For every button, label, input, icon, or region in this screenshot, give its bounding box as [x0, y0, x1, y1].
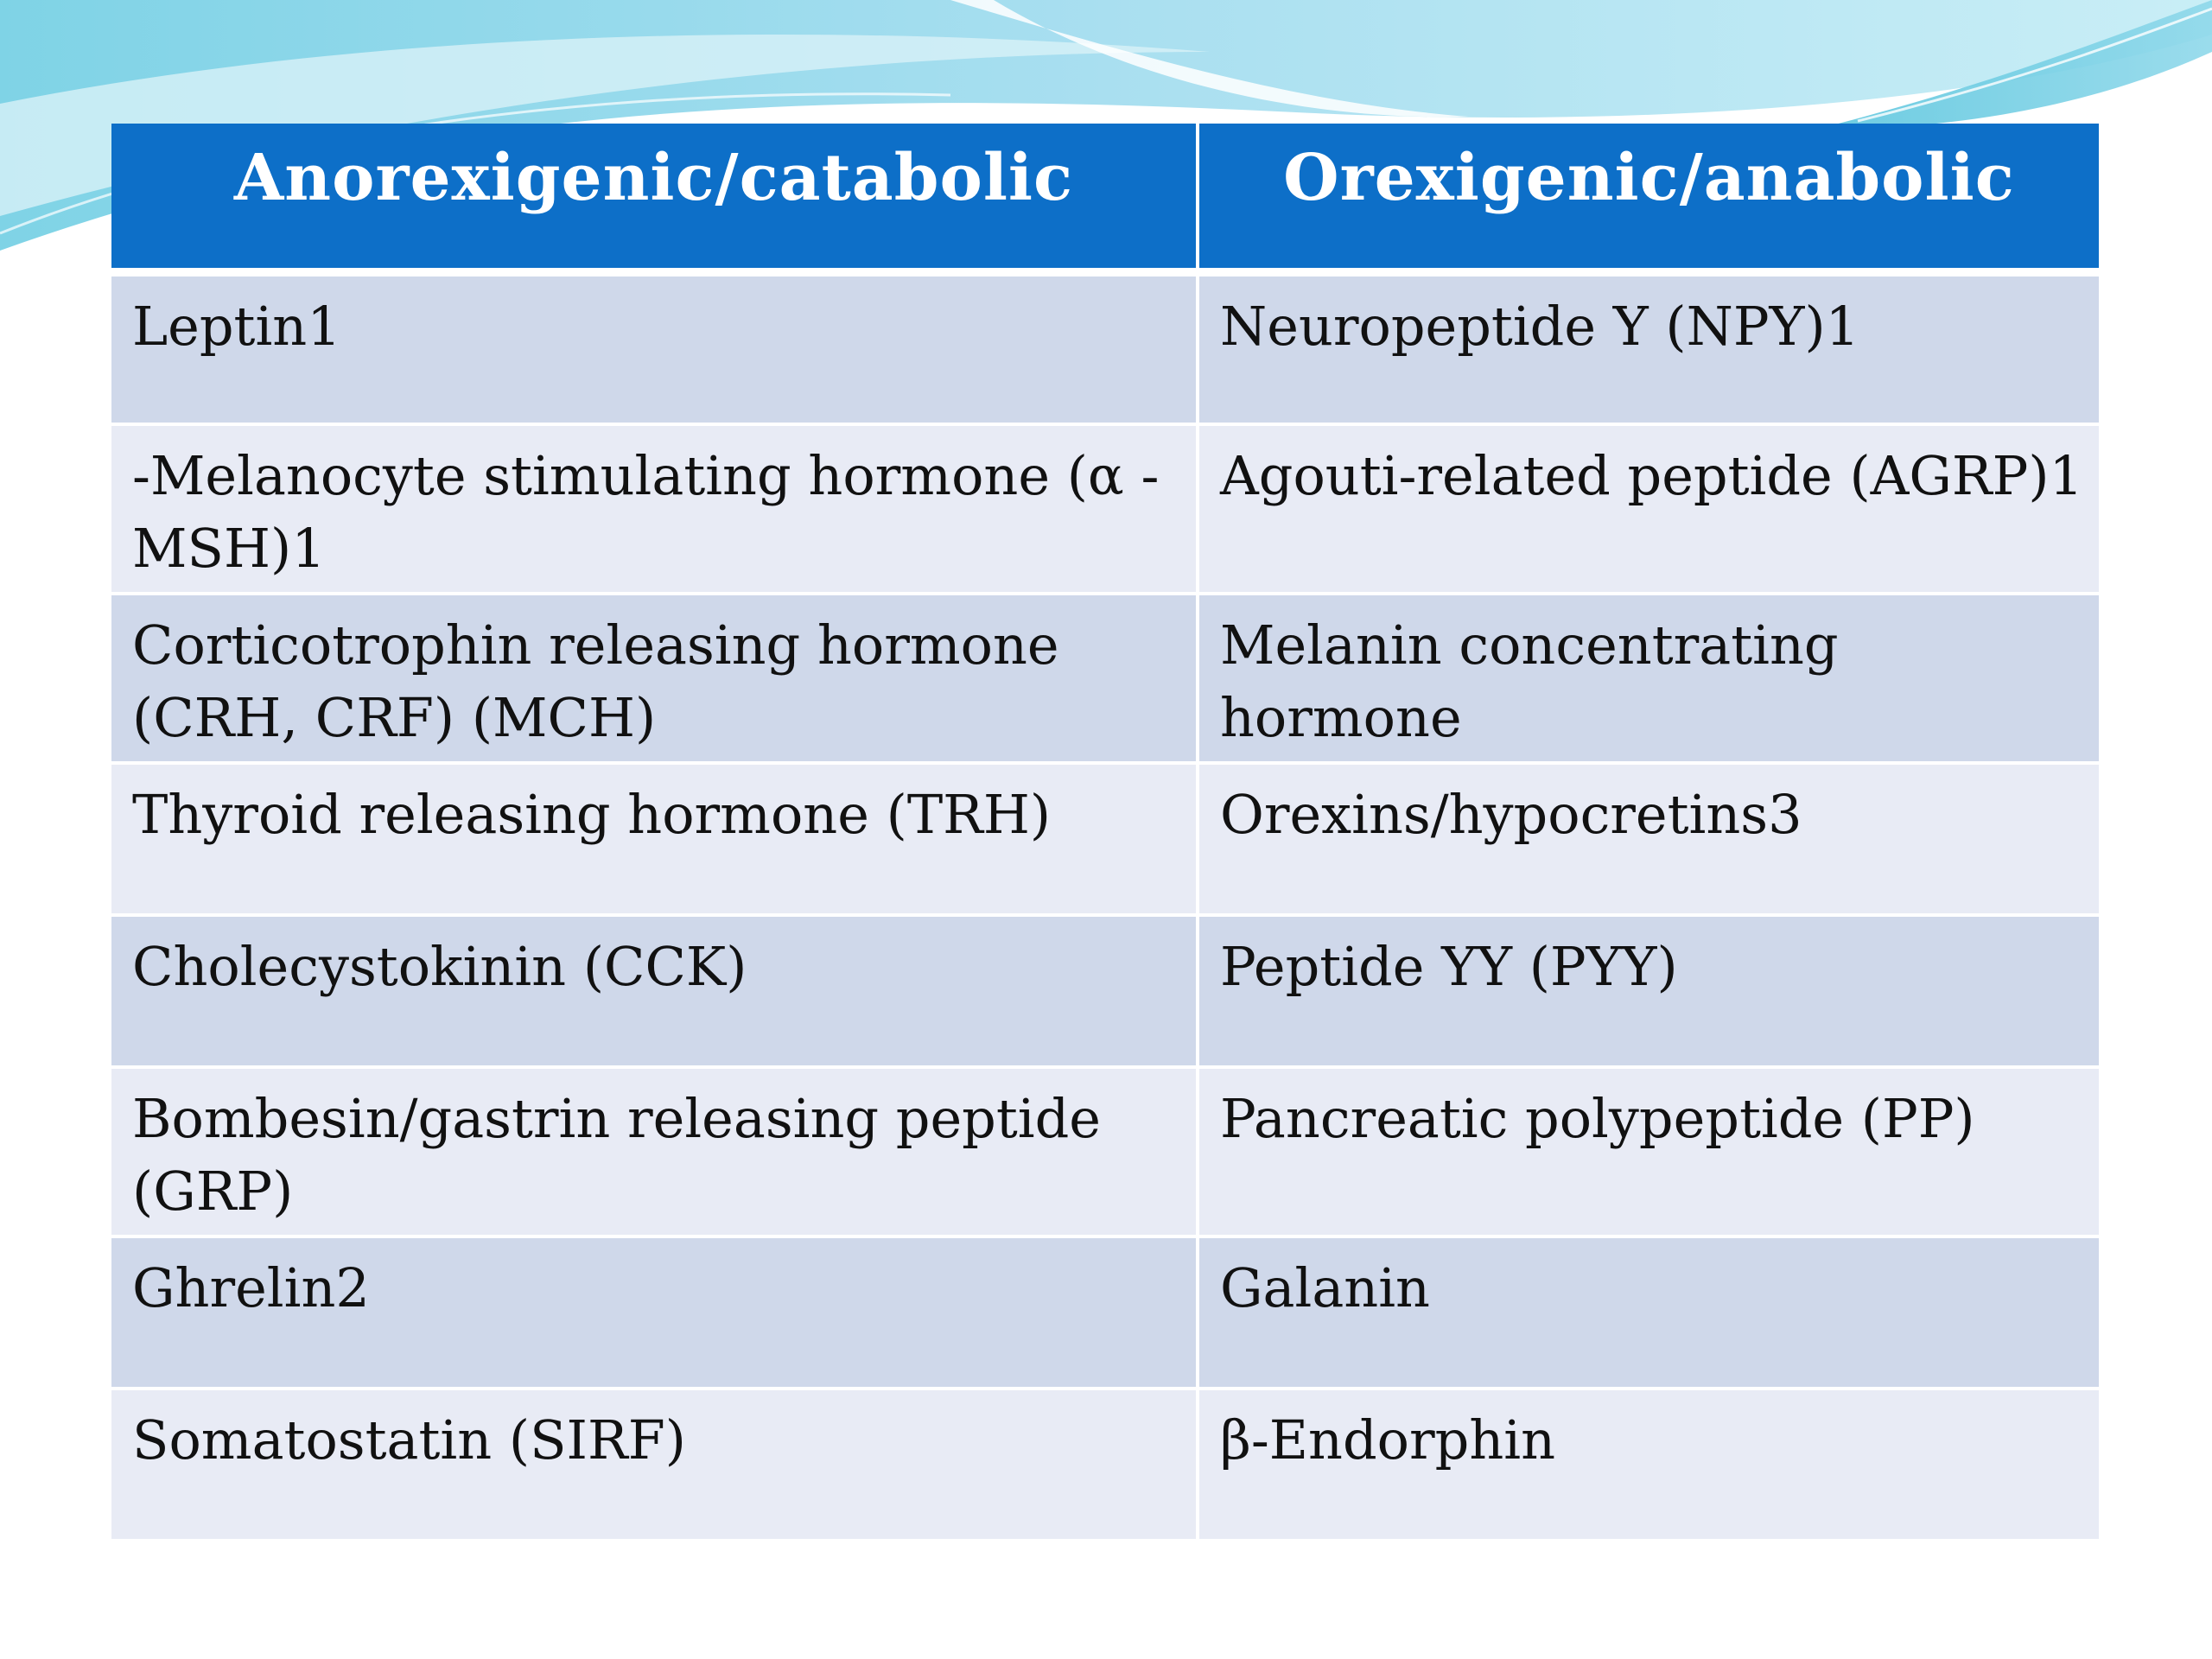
table-row — [111, 272, 2099, 424]
table-row — [111, 1236, 2099, 1389]
anorexigenic-cell: Thyroid releasing hormone (TRH) — [111, 763, 1198, 915]
anorexigenic-cell: Cholecystokinin (CCK) — [111, 915, 1198, 1067]
table-row — [111, 424, 2099, 594]
anorexigenic-cell: -Melanocyte stimulating hormone (α - MSH)1 — [111, 424, 1198, 594]
anorexigenic-cell: Bombesin/gastrin releasing peptide (GRP) — [111, 1067, 1198, 1236]
orexigenic-cell: Pancreatic polypeptide (PP) — [1198, 1067, 2099, 1236]
orexigenic-cell: Peptide YY (PYY) — [1198, 915, 2099, 1067]
orexigenic-cell: Neuropeptide Y (NPY)1 — [1198, 272, 2099, 424]
header-orexigenic: Orexigenic/anabolic — [1198, 124, 2099, 272]
table-row — [111, 1389, 2099, 1541]
anorexigenic-cell: Ghrelin2 — [111, 1236, 1198, 1389]
orexigenic-cell: Orexins/hypocretins3 — [1198, 763, 2099, 915]
anorexigenic-cell: Somatostatin (SIRF) — [111, 1389, 1198, 1541]
table-row — [111, 763, 2099, 915]
table-row — [111, 1067, 2099, 1236]
orexigenic-cell: β-Endorphin — [1198, 1389, 2099, 1541]
anorexigenic-cell: Corticotrophin releasing hormone (CRH, CRF) (MCH) — [111, 594, 1198, 763]
table-row — [111, 915, 2099, 1067]
orexigenic-cell: Galanin — [1198, 1236, 2099, 1389]
header-anorexigenic: Anorexigenic/catabolic — [111, 124, 1198, 272]
hormone-comparison-table — [111, 124, 2099, 1542]
table-row — [111, 594, 2099, 763]
orexigenic-cell: Agouti-related peptide (AGRP)1 — [1198, 424, 2099, 594]
anorexigenic-cell: Leptin1 — [111, 272, 1198, 424]
orexigenic-cell: Melanin concentrating hormone — [1198, 594, 2099, 763]
